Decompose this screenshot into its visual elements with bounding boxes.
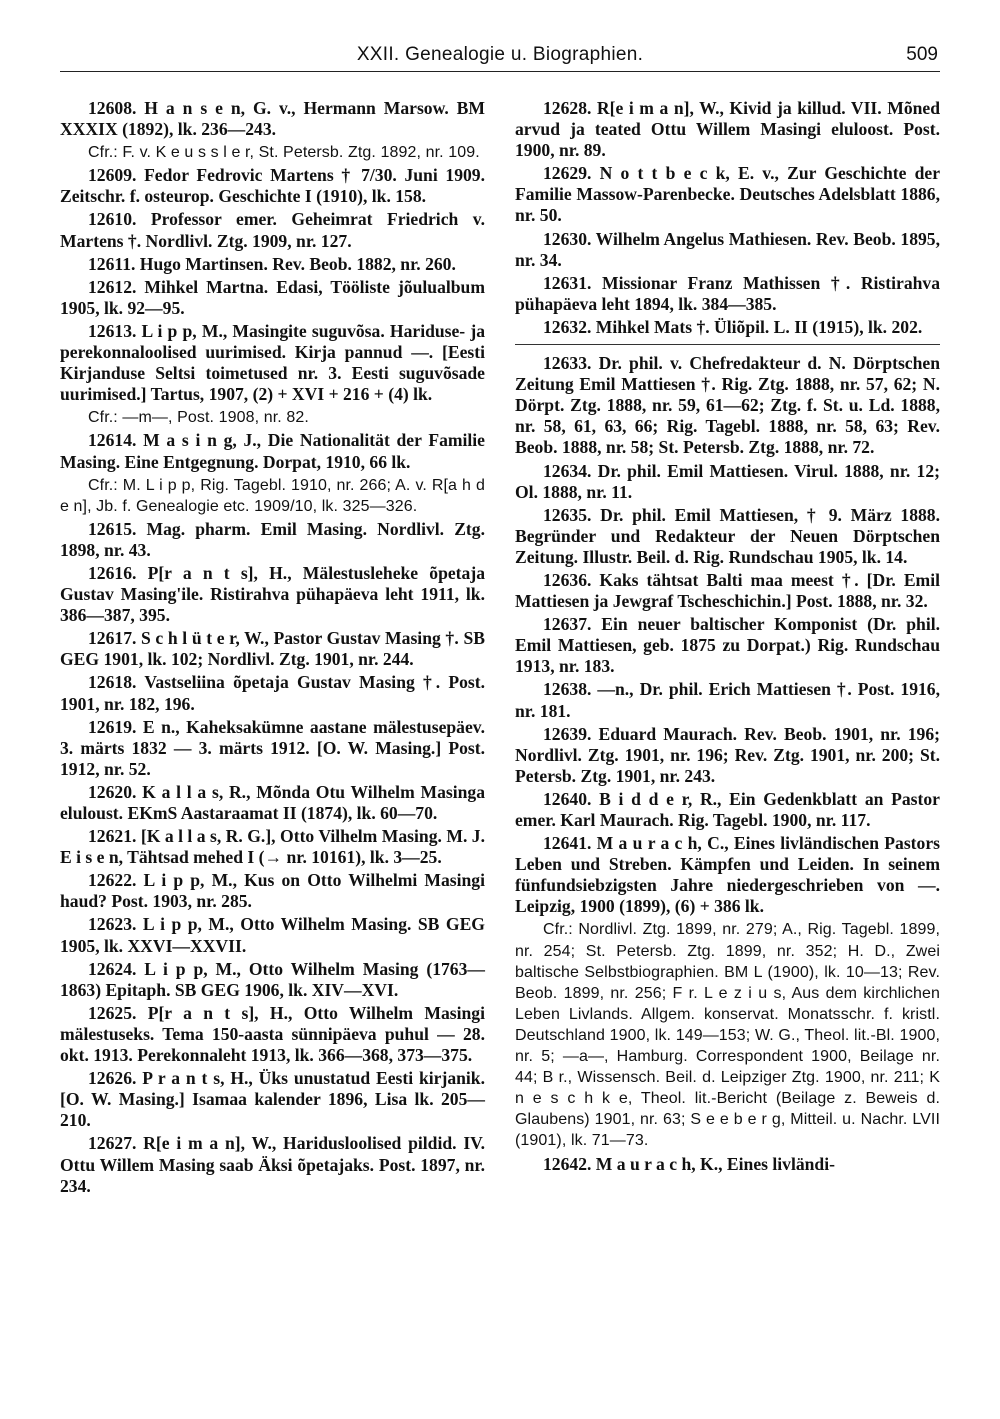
bibliography-entry: 12640. B i d d e r, R., Ein Gedenkblatt an Pastor emer. Karl Maurach. Rig. Tagebl. 1900, nr. 117. [515, 788, 940, 830]
bibliography-entry: 12621. [K a l l a s, R. G.], Otto Vilhelm Masing. M. J. E i s e n, Tähtsad mehed I (→ nr. 10161), lk. 3—25. [60, 826, 485, 868]
bibliography-entry: 12641. M a u r a c h, C., Eines livländischen Pastors Leben und Streben. Kämpfen und Leiden. In seinem fünfundsiebzigsten Jahre niedergeschrieben von —. Leipzig, 1900 (1899), (6) + 386 lk. [515, 833, 940, 917]
bibliography-entry: 12617. S c h l ü t e r, W., Pastor Gustav Masing †. SB GEG 1901, lk. 102; Nordlivl. Ztg. 1901, nr. 244. [60, 628, 485, 670]
bibliography-entry: 12620. K a l l a s, R., Mõnda Otu Wilhelm Masinga eluloust. EKmS Aastaraamat II (1874), lk. 60—70. [60, 781, 485, 823]
bibliography-entry: 12635. Dr. phil. Emil Mattiesen, † 9. März 1888. Begründer und Redakteur der Neuen Dörptschen Zeitung. Illustr. Beil. d. Rig. Rundschau 1905, lk. 14. [515, 504, 940, 567]
bibliography-entry: 12638. —n., Dr. phil. Erich Mattiesen †. Post. 1916, nr. 181. [515, 679, 940, 721]
bibliography-entry: 12636. Kaks tähtsat Balti maa meest †. [Dr. Emil Mattiesen ja Jewgraf Tscheschichin.] Post. 1888, nr. 32. [515, 569, 940, 612]
running-title: XXII. Genealogie u. Biographien. [356, 44, 644, 65]
bibliography-entry: 12633. Dr. phil. v. Chefredakteur d. N. Dörptschen Zeitung Emil Mattiesen †. Rig. Ztg. 1888, nr. 57, 62; N. Dörpt. Ztg. 1888, nr. 59, 61—62; Ztg. f. St. u. Ld. 1888, nr. 58, 61, 63, 66; Rig. Tagebl. 1888, nr. 58, 63; Rev. Beob. 1888, nr. 58; St. Petersb. Ztg. 1888, nr. 72. [515, 353, 940, 458]
page-number: 509 [906, 44, 938, 65]
bibliography-entry: 12642. M a u r a c h, K., Eines livländi- [543, 1153, 835, 1174]
bibliography-entry: 12614. M a s i n g, J., Die Nationalität der Familie Masing. Eine Entgegnung. Dorpat, 1910, 66 lk. [60, 430, 485, 472]
left-column [60, 98, 485, 1199]
cfr-reference: Cfr.: F. v. K e u s s l e r, St. Petersb. Ztg. 1892, nr. 109. [88, 144, 480, 162]
bibliography-entry: 12626. P r a n t s, H., Üks unustatud Eesti kirjanik. [O. W. Masing.] Isamaa kalender 1896, Lisa lk. 205—210. [60, 1068, 485, 1131]
bibliography-entry: 12630. Wilhelm Angelus Mathiesen. Rev. Beob. 1895, nr. 34. [515, 228, 940, 270]
bibliography-entry: 12631. Missionar Franz Mathissen †. Ristirahva pühapäeva leht 1894, lk. 384—385. [515, 272, 940, 314]
bibliography-entry: 12618. Vastseliina õpetaja Gustav Masing †. Post. 1901, nr. 182, 196. [60, 672, 485, 714]
bibliography-entry: 12629. N o t t b e c k, E. v., Zur Geschichte der Familie Massow-Parenbecke. Deutsches Adelsblatt 1886, nr. 50. [515, 163, 940, 226]
right-column [515, 98, 940, 1177]
cfr-reference: Cfr.: Nordlivl. Ztg. 1899, nr. 279; A., Rig. Tagebl. 1899, nr. 254; St. Petersb. Ztg. 1899, nr. 352; H. D., Zwei baltische Selbstbiographien. BM L (1900), lk. 10—13; Rev. Beob. 1899, nr. 256; F r. L e z i u s, Aus dem kirchlichen Leben Livlands. Allgem. konservat. Monatsschr. f. kristl. Deutschland 1900, lk. 149—153; W. G., Theol. lit.-Bl. 1900, nr. 5; —a—, Hamburg. Correspondent 1900, Beilage nr. 44; B r., Wissensch. Beil. d. Leipziger Ztg. 1900, nr. 211; K n e s c h k e, Theol. lit.-Bericht (Beilage z. Beweis d. Glaubens) 1901, nr. 63; S e e b e r g, Mitteil. u. Nachr. LVII (1901), lk. 71—73. [515, 921, 940, 1150]
bibliography-entry: 12609. Fedor Fedrovic Martens † 7/30. Juni 1909. Zeitschr. f. osteurop. Geschichte I (1910), lk. 158. [60, 165, 485, 207]
bibliography-entry: 12634. Dr. phil. Emil Mattiesen. Virul. 1888, nr. 12; Ol. 1888, nr. 11. [515, 460, 940, 502]
bibliography-entry: 12616. P[r a n t s], H., Mälestusleheke õpetaja Gustav Masing'ile. Ristirahva pühapäeva leht 1911, lk. 386—387, 395. [60, 562, 485, 626]
page-header [60, 44, 940, 74]
bibliography-entry: 12613. L i p p, M., Masingite suguvõsa. Hariduse- ja perekonnaloolised uurimised. Kirja pannud —. [Eesti Kirjanduse Seltsi toimetused nr. 3. Eesti suguvõsade uurimised.] Tartus, 1907, (2) + XVI + 216 + (4) lk. [60, 320, 485, 405]
bibliography-entry: 12625. P[r a n t s], H., Otto Wilhelm Masingi mälestuseks. Tema 150-aasta sünnipäeva puhul — 28. okt. 1913. Perekonnaleht 1913, lk. 366—368, 373—375. [60, 1002, 485, 1066]
bibliography-entry: 12619. E n., Kaheksakümne aastane mälestusepäev. 3. märts 1832 — 3. märts 1912. [O. W. Masing.] Post. 1912, nr. 52. [60, 716, 485, 779]
header-rule [60, 71, 940, 72]
bibliography-entry: 12612. Mihkel Martna. Edasi, Tööliste jõulualbum 1905, lk. 92—95. [60, 276, 485, 318]
bibliography-entry: 12622. L i p p, M., Kus on Otto Wilhelmi Masingi haud? Post. 1903, nr. 285. [60, 870, 485, 912]
section-divider [515, 344, 940, 345]
bibliography-entry: 12628. R[e i m a n], W., Kivid ja killud. VII. Mõned arvud ja teated Ottu Willem Masingi eluloost. Post. 1900, nr. 89. [515, 98, 940, 161]
bibliography-entry: 12624. L i p p, M., Otto Wilhelm Masing (1763—1863) Epitaph. SB GEG 1906, lk. XIV—XVI. [60, 958, 485, 1000]
bibliography-entry: 12639. Eduard Maurach. Rev. Beob. 1901, nr. 196; Nordlivl. Ztg. 1901, nr. 196; Rev. Ztg. 1901, nr. 200; St. Petersb. Ztg. 1901, nr. 243. [515, 723, 940, 786]
bibliography-entry: 12615. Mag. pharm. Emil Masing. Nordlivl. Ztg. 1898, nr. 43. [60, 518, 485, 560]
bibliography-entry: 12632. Mihkel Mats †. Üliõpil. L. II (1915), lk. 202. [543, 316, 923, 337]
bibliography-entry: 12608. H a n s e n, G. v., Hermann Marsow. BM XXXIX (1892), lk. 236—243. [60, 98, 485, 140]
bibliography-entry: 12637. Ein neuer baltischer Komponist (Dr. phil. Emil Mattiesen, geb. 1875 zu Dorpat.) Rig. Rundschau 1913, nr. 183. [515, 614, 940, 677]
bibliography-entry: 12610. Professor emer. Geheimrat Friedrich v. Martens †. Nordlivl. Ztg. 1909, nr. 127. [60, 209, 485, 251]
bibliography-entry: 12627. R[e i m a n], W., Hariduslоolised pildid. IV. Ottu Willem Masing saab Äksi õpetajaks. Post. 1897, nr. 234. [60, 1133, 485, 1196]
cfr-reference: Cfr.: M. L i p p, Rig. Tagebl. 1910, nr. 266; A. v. R[a h d e n], Jb. f. Genealogie etc. 1909/10, lk. 325—326. [60, 476, 485, 515]
bibliography-entry: 12623. L i p p, M., Otto Wilhelm Masing. SB GEG 1905, lk. XXVI—XXVII. [60, 914, 485, 956]
bibliography-entry: 12611. Hugo Martinsen. Rev. Beob. 1882, nr. 260. [88, 253, 456, 274]
cfr-reference: Cfr.: —m—, Post. 1908, nr. 82. [88, 409, 309, 427]
